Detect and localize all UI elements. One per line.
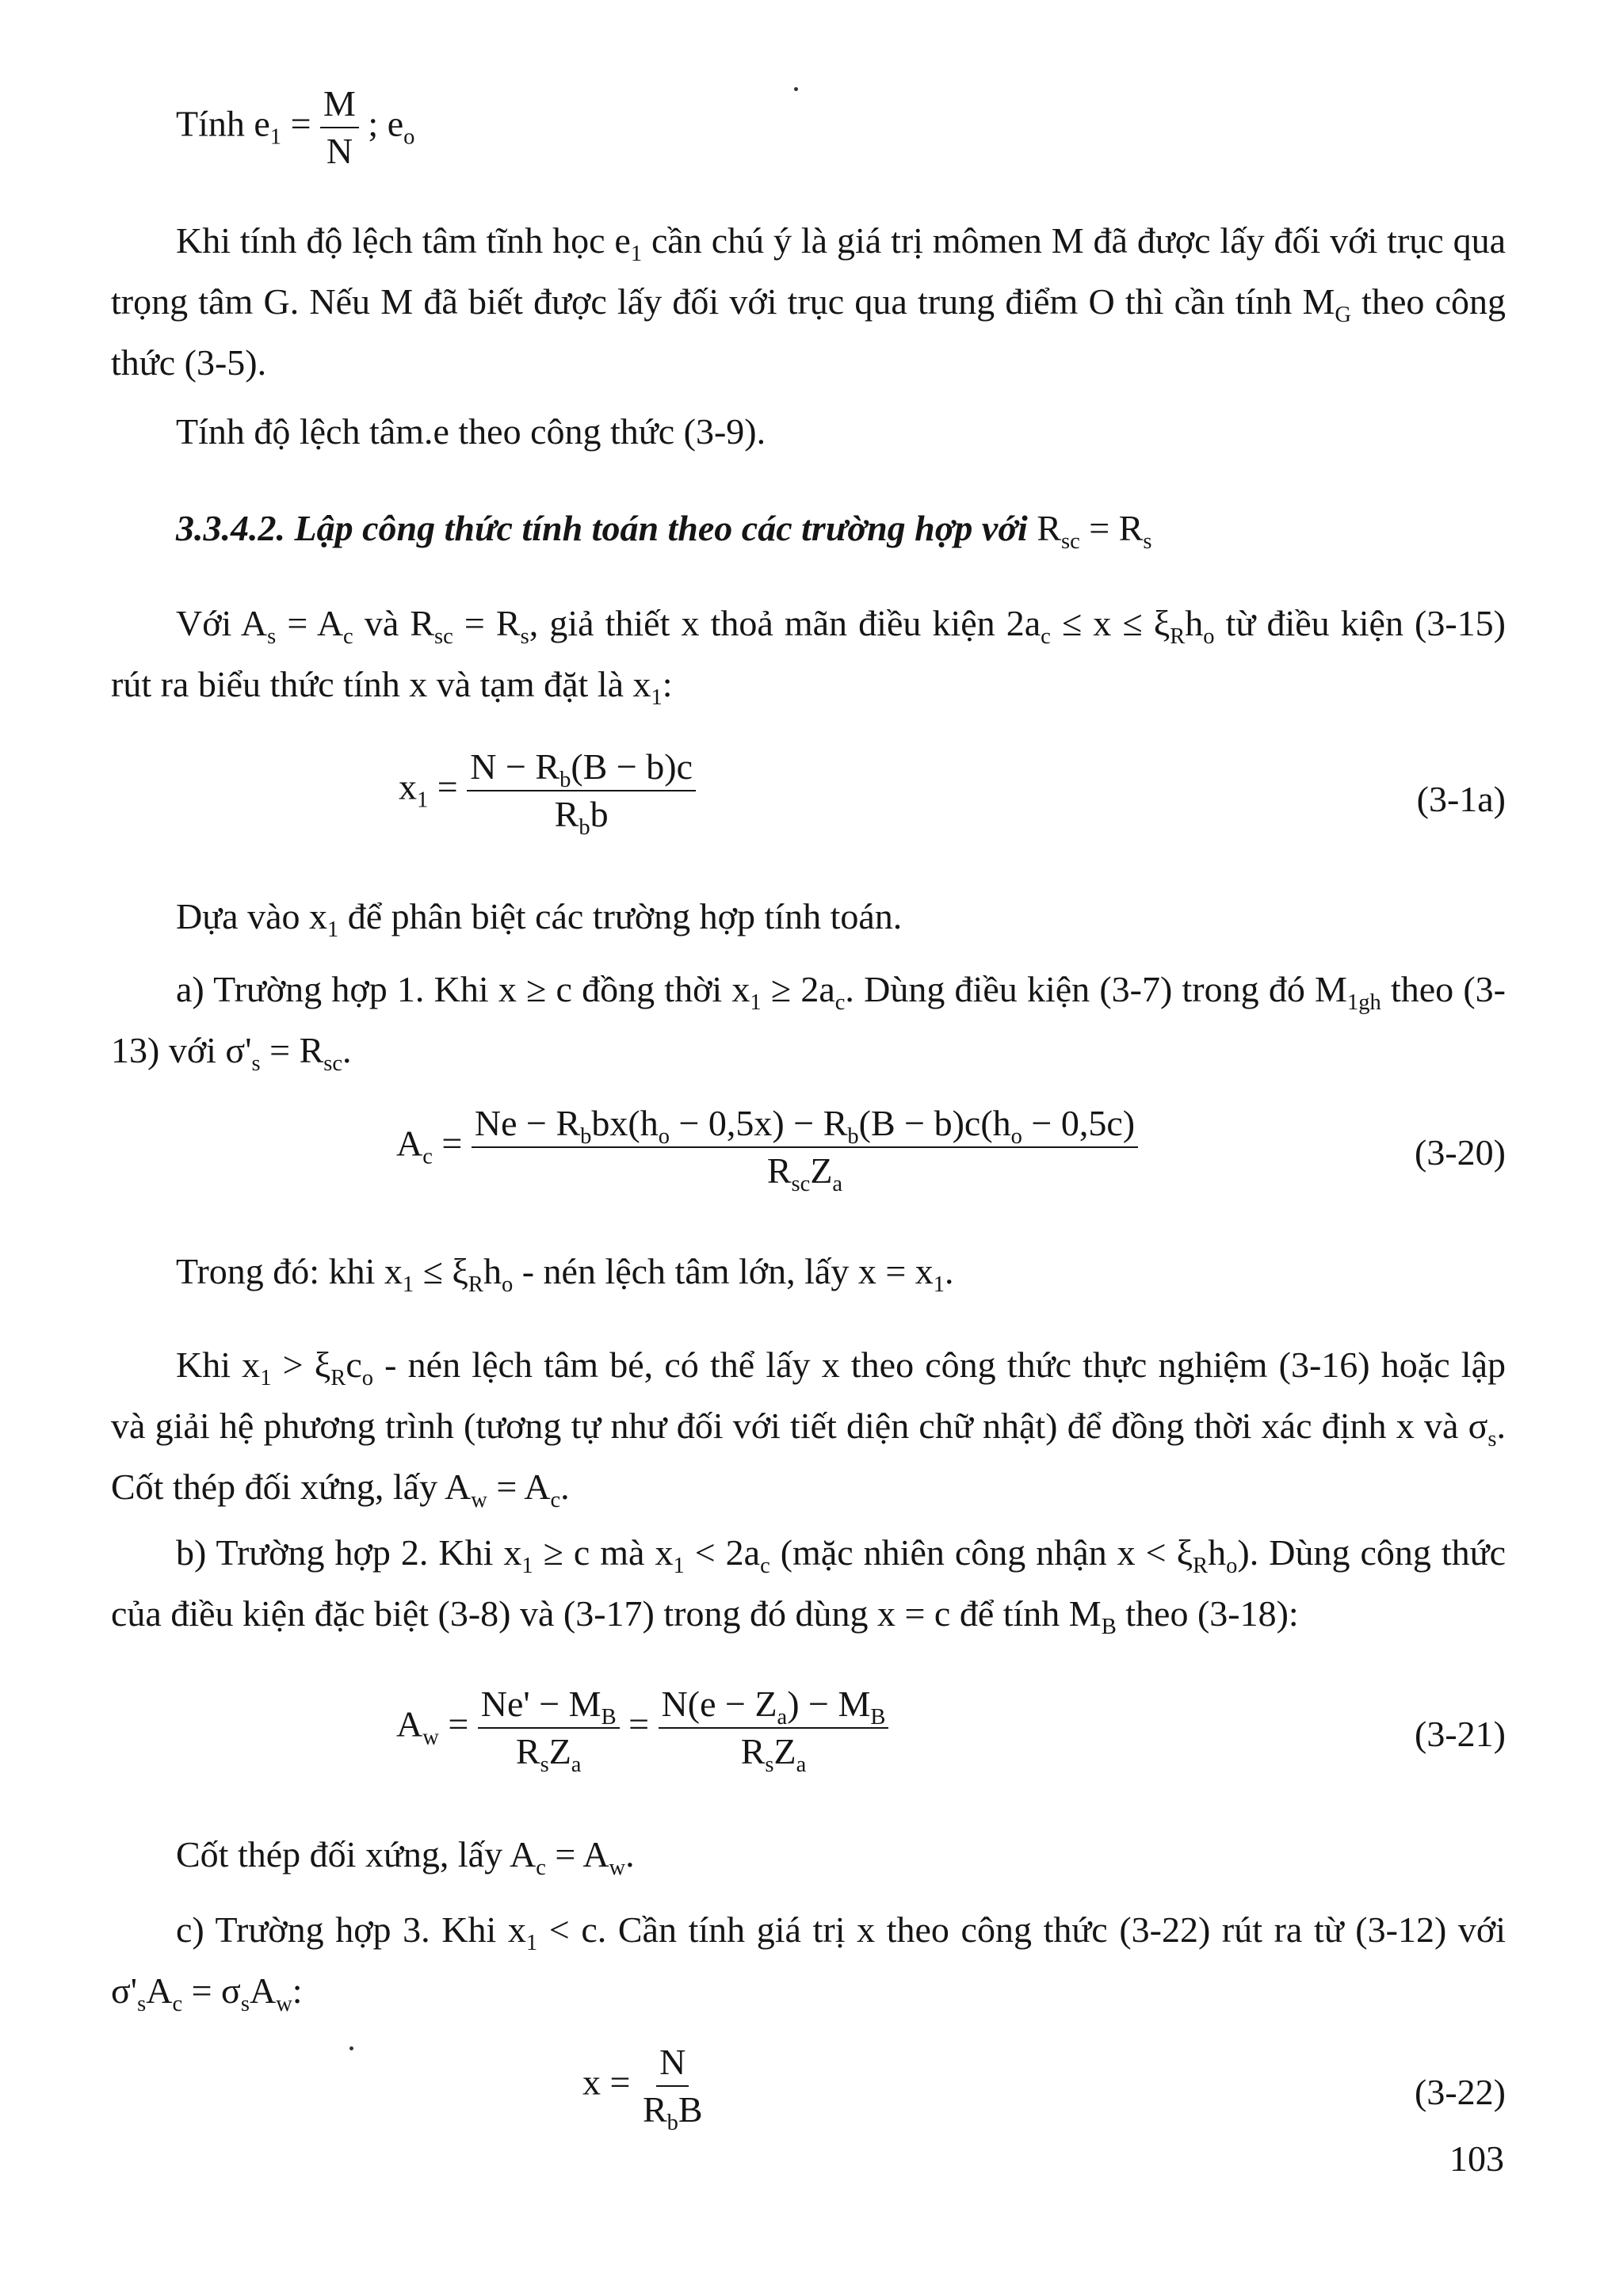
subscript: sc	[434, 624, 453, 649]
text: c) Trường hợp 3. Khi x	[176, 1909, 526, 1950]
subscript: o	[403, 124, 415, 150]
text: .	[342, 1030, 352, 1070]
page-number: 103	[1449, 2138, 1504, 2179]
fraction	[640, 2042, 706, 2135]
subscript: b	[847, 1123, 859, 1149]
text: = R	[453, 603, 521, 643]
subscript: 1	[750, 990, 762, 1015]
subscript: 1	[417, 788, 429, 813]
paragraph-case-1	[111, 959, 1506, 1081]
equation-3-20	[396, 1103, 1138, 1196]
text: từ điều kiện (3-15) rút ra biểu thức tính x và tạm đặt là x	[111, 603, 1507, 704]
text: Cốt thép đối xứng, lấy A	[176, 1834, 537, 1875]
text: (mặc nhiên công nhận x < ξ	[769, 1532, 1193, 1573]
text: R	[766, 1150, 792, 1191]
paragraph-case-2	[111, 1522, 1506, 1644]
subscript: c	[550, 1487, 561, 1512]
text: cần chú ý là giá trị mômen M đã được lấy đối với trục qua trọng tâm G. Nếu M đã biết được lấy đối với trục qua trung điểm O thì cần tính M	[111, 220, 1507, 322]
paragraph-small-eccentricity	[111, 1334, 1506, 1517]
denominator	[738, 1729, 810, 1777]
equals: =	[432, 1123, 472, 1164]
subscript: o	[658, 1123, 670, 1149]
formula-text: ; e	[368, 103, 404, 144]
subscript: w	[276, 1991, 292, 2016]
text: :	[292, 1970, 303, 2011]
numerator: M	[320, 86, 359, 128]
text: = σ	[182, 1970, 241, 2011]
text: Z	[548, 1731, 571, 1772]
subscript: B	[870, 1704, 886, 1730]
text: = R	[1079, 508, 1144, 548]
text: Tính độ lệch tâm.e theo công thức (3-9).	[176, 411, 766, 452]
subscript: s	[240, 1991, 250, 2016]
equals: =	[438, 1703, 478, 1745]
subscript: b	[666, 2110, 678, 2135]
text: Z	[773, 1731, 796, 1772]
paragraph-case-3	[111, 1899, 1506, 2021]
section-title: Lập công thức tính toán theo các trường hợp với	[285, 508, 1037, 548]
subscript: 1	[673, 1553, 685, 1578]
text: . Dùng điều kiện (3-7) trong đó M	[845, 969, 1347, 1009]
equation-number: (3-22)	[1415, 2072, 1506, 2112]
subscript: R	[468, 1272, 483, 1297]
text: Z	[810, 1150, 833, 1191]
subscript: c	[1041, 624, 1051, 649]
scan-speck	[794, 87, 798, 91]
text: b) Trường hợp 2. Khi x	[176, 1532, 522, 1573]
subscript: sc	[323, 1051, 343, 1076]
subscript: w	[422, 1725, 439, 1750]
denominator	[764, 1148, 846, 1196]
paragraph-cases-intro	[111, 886, 1506, 947]
subscript: b	[580, 1123, 592, 1149]
subscript: B	[601, 1704, 617, 1730]
equals: =	[601, 2061, 640, 2103]
subscript: sc	[791, 1171, 811, 1196]
subscript: c	[172, 1991, 183, 2016]
fraction-m-over-n	[320, 83, 359, 171]
equation-number: (3-21)	[1415, 1714, 1506, 1754]
subscript: s	[540, 1752, 549, 1777]
subscript: a	[571, 1752, 582, 1777]
text: a) Trường hợp 1. Khi x ≥ c đồng thời x	[176, 969, 750, 1009]
text: < 2a	[684, 1532, 761, 1573]
equation-number: (3-1a)	[1416, 779, 1506, 819]
text: B	[678, 2089, 703, 2130]
subscript: R	[1193, 1553, 1209, 1578]
text: . Cốt thép đối xứng, lấy A	[111, 1405, 1506, 1507]
numerator	[467, 746, 696, 792]
text: Ne' − M	[480, 1684, 601, 1724]
subscript: R	[1170, 624, 1186, 649]
text: = A	[545, 1834, 609, 1875]
subscript: B	[1101, 1614, 1117, 1639]
subscript: o	[1203, 624, 1215, 649]
subscript: c	[760, 1553, 770, 1578]
subscript: G	[1335, 302, 1351, 327]
subscript: 1	[327, 917, 339, 942]
subscript: 1	[521, 1553, 533, 1578]
subscript: w	[471, 1487, 487, 1512]
text: bx(h	[591, 1103, 659, 1143]
text: (B − b)c(h	[858, 1103, 1011, 1143]
text: để phân biệt các trường hợp tính toán.	[338, 896, 903, 936]
section-heading	[111, 498, 1506, 559]
subscript: b	[559, 767, 571, 792]
text: R	[740, 1731, 766, 1772]
denominator: N	[326, 131, 353, 171]
text: Khi x	[176, 1344, 261, 1385]
subscript: 1	[269, 124, 282, 150]
paragraph-eccentricity	[111, 401, 1506, 462]
text: Với A	[176, 603, 268, 643]
text: theo (3-18):	[1116, 1593, 1299, 1634]
subscript: s	[1487, 1426, 1497, 1451]
equation-3-21	[396, 1684, 888, 1777]
fraction	[472, 1103, 1138, 1196]
subscript: s	[137, 1991, 147, 2016]
text: R	[1037, 508, 1061, 548]
text: Ne − R	[474, 1103, 581, 1143]
subscript: s	[520, 624, 529, 649]
text: theo (3-13) với σ'	[111, 969, 1506, 1070]
text: ≥ 2a	[761, 969, 835, 1009]
text: R	[515, 1731, 540, 1772]
denominator	[552, 791, 612, 840]
text: h	[1208, 1532, 1227, 1573]
text: ≤ ξ	[414, 1251, 468, 1291]
text: N − R	[470, 746, 560, 787]
subscript: sc	[1061, 528, 1080, 554]
subscript: s	[251, 1051, 261, 1076]
denominator	[640, 2087, 706, 2135]
subscript: a	[832, 1171, 843, 1196]
text: :	[662, 664, 673, 704]
paragraph-assumption	[111, 593, 1506, 715]
equals: =	[428, 766, 468, 807]
subscript: s	[1143, 528, 1152, 554]
scan-speck	[349, 2046, 353, 2050]
equation-3-22	[582, 2042, 706, 2135]
text: ) − M	[787, 1684, 871, 1724]
text: và R	[353, 603, 435, 643]
text: − 0,5c)	[1022, 1103, 1136, 1143]
text: Khi tính độ lệch tâm tĩnh học e	[176, 220, 631, 261]
lhs: A	[396, 1703, 423, 1745]
paragraph-symmetric-reinforcement	[111, 1824, 1506, 1885]
numerator: N	[656, 2044, 689, 2087]
text: c	[346, 1344, 362, 1385]
text: − 0,5x) − R	[669, 1103, 848, 1143]
text: ). Dùng công thức của điều kiện đặc biệt (3-8) và (3-17) trong đó dùng x = c để tính M	[111, 1532, 1506, 1634]
subscript: o	[1226, 1553, 1238, 1578]
text: A	[249, 1970, 277, 2011]
formula-text: Tính e	[176, 103, 270, 144]
denominator	[513, 1729, 585, 1777]
paragraph-large-eccentricity	[111, 1241, 1506, 1302]
fraction-2	[659, 1684, 889, 1777]
subscript: R	[330, 1365, 346, 1390]
text: R	[554, 794, 579, 834]
subscript: 1	[525, 1930, 538, 1955]
text: ≥ c mà x	[533, 1532, 674, 1573]
equals: =	[281, 103, 321, 144]
subscript: c	[536, 1855, 546, 1880]
text: h	[483, 1251, 502, 1291]
subscript: 1	[260, 1365, 272, 1390]
text: = A	[487, 1466, 551, 1507]
paragraph-moment-note	[111, 210, 1506, 393]
text: N(e − Z	[661, 1684, 777, 1724]
subscript: 1	[630, 241, 643, 266]
subscript: b	[579, 814, 590, 840]
formula-e1	[176, 83, 415, 171]
equation-3-1a	[399, 746, 696, 840]
numerator	[478, 1686, 620, 1729]
subscript: s	[765, 1752, 774, 1777]
subscript: a	[796, 1752, 807, 1777]
numerator	[472, 1105, 1138, 1148]
text: theo công thức (3-5).	[111, 281, 1506, 383]
subscript: c	[834, 990, 846, 1015]
lhs: A	[396, 1123, 423, 1164]
subscript: 1	[933, 1272, 945, 1297]
subscript: w	[609, 1855, 626, 1880]
text: h	[1185, 603, 1204, 643]
text: Trong đó: khi x	[176, 1251, 403, 1291]
subscript: o	[501, 1272, 514, 1297]
subscript: 1	[402, 1272, 414, 1297]
text: , giả thiết x thoả mãn điều kiện 2a	[529, 603, 1041, 643]
subscript: 1	[651, 685, 663, 710]
subscript: a	[777, 1704, 788, 1730]
subscript: s	[267, 624, 277, 649]
lhs: x	[399, 766, 417, 807]
text: b	[590, 794, 609, 834]
text: ≤ x ≤ ξ	[1050, 603, 1170, 643]
text: A	[146, 1970, 173, 2011]
text: .	[625, 1834, 635, 1875]
text: = R	[260, 1030, 324, 1070]
fraction	[467, 746, 696, 840]
text: > ξ	[271, 1344, 331, 1385]
subscript: o	[361, 1365, 373, 1390]
text: R	[642, 2089, 667, 2130]
equals: =	[628, 1703, 659, 1745]
equation-number: (3-20)	[1415, 1132, 1506, 1173]
text: - nén lệch tâm lớn, lấy x = x	[513, 1251, 934, 1291]
text: .	[945, 1251, 954, 1291]
text: - nén lệch tâm bé, có thể lấy x theo công thức thực nghiệm (3-16) hoặc lập và giải hệ phương trình (tương tự như đối với tiết diện chữ nhật) để đồng thời xác định x và σ	[111, 1344, 1506, 1446]
subscript: 1gh	[1346, 990, 1381, 1015]
text: < c. Cần tính giá trị x theo công thức (3-22) rút ra từ (3-12) với σ'	[111, 1909, 1506, 2011]
subscript: c	[422, 1144, 433, 1169]
section-number: 3.3.4.2.	[176, 508, 285, 548]
text: .	[560, 1466, 570, 1507]
text: = A	[276, 603, 344, 643]
subscript: c	[343, 624, 353, 649]
subscript: o	[1010, 1123, 1022, 1149]
fraction-1	[478, 1684, 620, 1777]
lhs: x	[582, 2061, 601, 2103]
numerator	[659, 1686, 889, 1729]
text: (B − b)c	[571, 746, 693, 787]
text: Dựa vào x	[176, 896, 327, 936]
